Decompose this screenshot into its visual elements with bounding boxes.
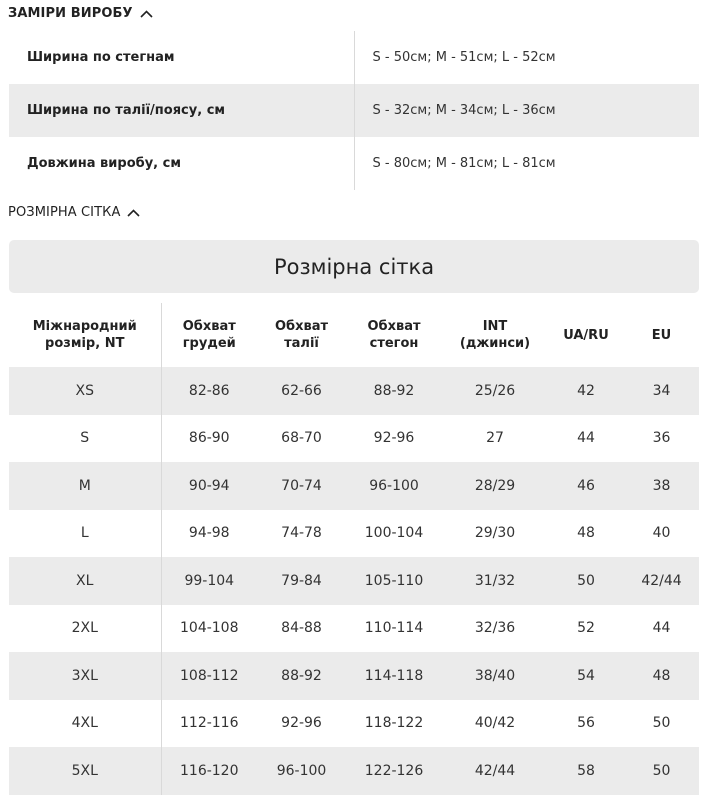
table-cell: 90-94 [161,462,257,510]
table-cell: 84-88 [281,620,322,637]
table-cell: 99-104 [161,557,257,605]
table-cell: 29/30 [474,525,516,542]
size-grid-section-title: РОЗМІРНА СІТКА [8,205,121,220]
table-cell: 116-120 [161,747,257,795]
table-cell: 54 [548,652,624,700]
table-cell: 42/44 [624,557,699,605]
size-label-cell: L [9,510,161,558]
column-header: UA/RU [563,327,609,343]
table-cell: 48 [577,525,595,542]
table-cell: 96-100 [257,747,346,795]
measurement-label: Ширина по стегнам [27,50,175,65]
measurement-label: Довжина виробу, см [27,156,181,171]
size-label-cell: M [9,462,161,510]
column-header: Обхват грудей [182,319,236,351]
measurements-table [9,31,699,190]
table-row [9,557,699,605]
size-label-cell: XL [9,557,161,605]
measurements-title: ЗАМІРИ ВИРОБУ [8,6,133,21]
table-cell: 40 [652,525,671,542]
table-cell: 38/40 [442,652,548,700]
table-cell: 112-116 [180,715,239,732]
size-label-cell: 4XL [9,700,161,748]
column-header: INT (джинси) [459,319,531,351]
size-chart-table [9,303,700,795]
table-row [9,747,699,795]
table-cell: 56 [577,715,595,732]
table-cell: 88-92 [257,652,346,700]
table-cell: 36 [652,430,671,447]
measurement-row [9,84,699,137]
table-cell: 50 [624,747,699,795]
table-cell: 44 [652,620,671,637]
measurement-row [9,31,699,84]
table-cell: 110-114 [364,620,424,637]
table-cell: 86-90 [188,430,230,447]
table-cell: 68-70 [281,430,322,447]
table-cell: 122-126 [346,747,442,795]
size-chart-header-row [9,303,699,367]
table-cell: 118-122 [364,715,424,732]
table-row [9,367,699,415]
measurement-row [9,137,699,190]
table-cell: 82-86 [161,367,257,415]
table-cell: 38 [624,462,699,510]
table-cell: 48 [624,652,699,700]
table-row [9,415,699,463]
table-cell: 44 [577,430,595,447]
measurement-label: Ширина по талії/поясу, см [9,84,354,137]
table-cell: 46 [548,462,624,510]
table-cell: 28/29 [442,462,548,510]
column-header: Обхват стегон [367,319,421,351]
table-row [9,462,699,510]
column-header: Обхват талії [274,319,329,351]
table-cell: 40/42 [474,715,516,732]
measurements-toggle[interactable] [8,6,153,21]
table-cell: 52 [577,620,595,637]
table-cell: 92-96 [373,430,415,447]
table-cell: 104-108 [180,620,239,637]
table-cell: 58 [548,747,624,795]
table-cell: 94-98 [188,525,230,542]
table-cell: 108-112 [161,652,257,700]
table-cell: 105-110 [346,557,442,605]
table-cell: 92-96 [281,715,322,732]
size-label-cell: 5XL [9,747,161,795]
size-label-cell: 3XL [9,652,161,700]
table-cell: 42/44 [442,747,548,795]
table-cell: 31/32 [442,557,548,605]
table-cell: 42 [548,367,624,415]
table-cell: 88-92 [346,367,442,415]
measurement-value: S - 80см; M - 81см; L - 81см [354,137,699,190]
table-row [9,700,699,748]
size-chart-title: Розмірна сітка [9,240,699,293]
table-cell: 50 [652,715,671,732]
table-cell: 25/26 [442,367,548,415]
table-cell: 50 [548,557,624,605]
size-grid-toggle[interactable] [8,205,140,220]
table-row [9,510,699,558]
table-cell: 100-104 [364,525,424,542]
chevron-up-icon [127,209,140,217]
table-cell: 70-74 [257,462,346,510]
table-row [9,605,699,653]
measurement-value: S - 50см; M - 51см; L - 52см [354,31,699,84]
size-label-cell: XS [9,367,161,415]
column-header: Міжнародний розмір, NT [9,303,161,367]
chevron-up-icon [140,10,153,18]
table-cell: 62-66 [257,367,346,415]
size-label-cell: S [9,415,161,463]
table-cell: 114-118 [346,652,442,700]
table-cell: 34 [624,367,699,415]
table-cell: 74-78 [281,525,322,542]
table-cell: 96-100 [346,462,442,510]
measurement-value: S - 32см; M - 34см; L - 36см [354,84,699,137]
size-label-cell: 2XL [9,605,161,653]
table-cell: 32/36 [474,620,516,637]
table-row [9,652,699,700]
table-cell: 27 [486,430,504,447]
table-cell: 79-84 [257,557,346,605]
column-header: EU [651,327,672,343]
